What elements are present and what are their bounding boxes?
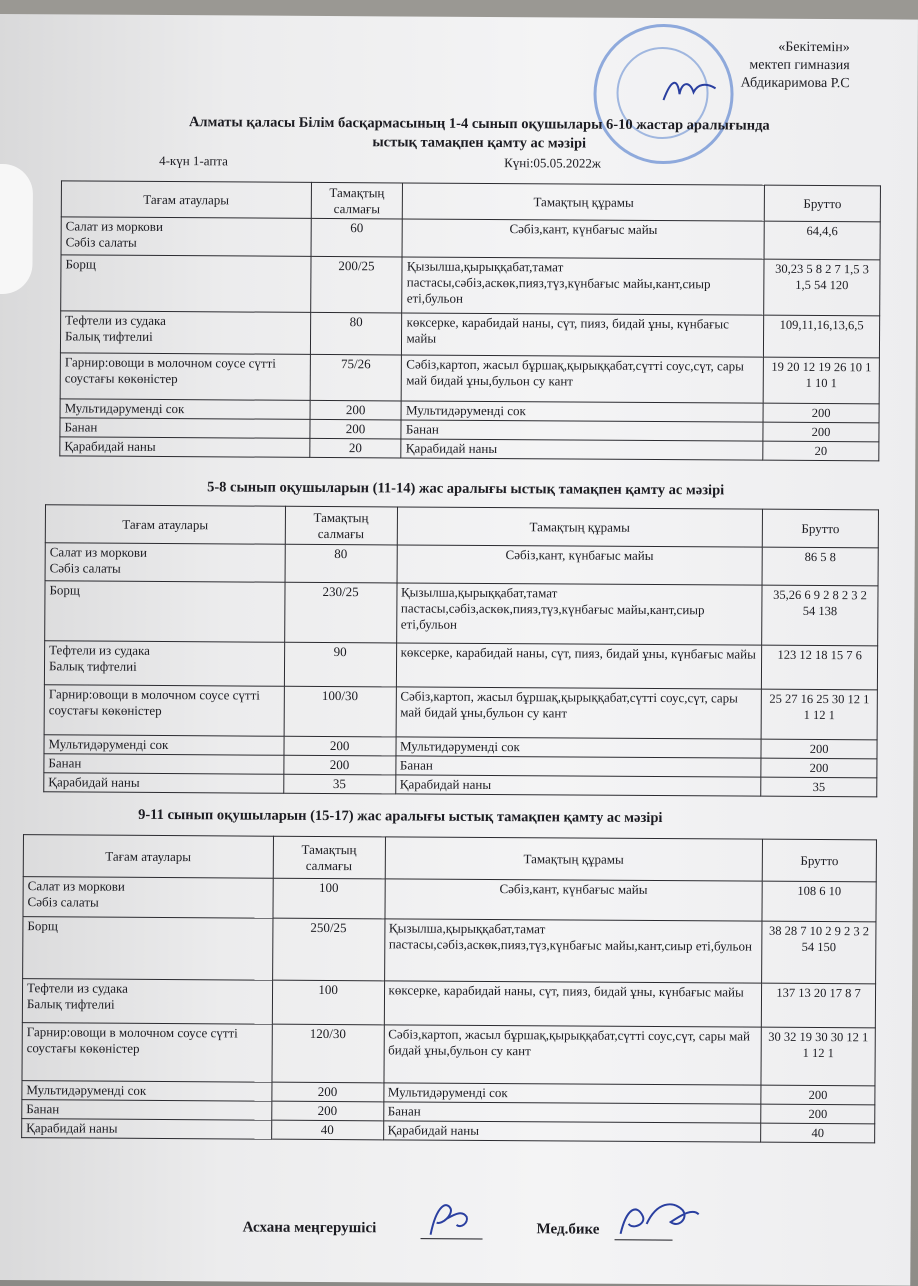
table-row [61, 217, 880, 260]
col-weight: Тамақтың салмағы [285, 506, 397, 545]
brutto-cell: 19 20 12 19 26 10 1 1 10 1 [763, 357, 879, 404]
dish-name-cell: Мультидәруменді сок [44, 735, 284, 755]
col-dish-name: Тағам атаулары [61, 181, 311, 219]
table-body [44, 543, 879, 797]
nurse-signature [612, 1194, 702, 1245]
composition-cell: көксерке, карабидай наны, сүт, пияз, бидай ұны, күнбағыс майы [402, 313, 764, 357]
brutto-cell: 25 27 16 25 30 12 1 1 12 1 [761, 689, 877, 740]
document-page [0, 14, 918, 1286]
table-row [61, 255, 880, 316]
table-row [22, 979, 875, 1028]
table-header [61, 181, 880, 222]
composition-cell: Мультидәруменді сок [396, 737, 762, 758]
table-row [45, 581, 878, 646]
weight-cell: 200/25 [310, 256, 402, 313]
composition-cell: Сәбіз,картоп, жасыл бұршақ,қырыққабат,сүтті соус,сүт, сары май бидай ұны,бульон су кант [383, 1025, 761, 1085]
weight-cell: 100 [272, 980, 384, 1025]
table-row [60, 311, 879, 358]
brutto-cell: 200 [761, 1085, 875, 1105]
dish-name-cell: Банан [44, 754, 284, 774]
composition-cell: Сәбіз,кант, күнбағыс майы [384, 879, 762, 921]
day-week-label: 4-күн 1-апта [159, 153, 228, 169]
col-weight: Тамақтың салмағы [311, 182, 403, 219]
dish-name-cell: Қарабидай наны [60, 437, 310, 458]
brutto-cell: 64,4,6 [764, 221, 880, 260]
weight-cell: 90 [284, 642, 396, 687]
composition-cell: Қызылша,қырыққабат,тамат пастасы,сәбіз,аскөк,пияз,түз,күнбағыс майы,кант,сиыр еті,бульон [384, 919, 762, 983]
brutto-cell: 20 [763, 441, 879, 461]
brutto-cell: 38 28 7 10 2 9 2 3 2 54 150 [762, 921, 876, 984]
brutto-cell: 137 13 20 17 8 7 [761, 983, 875, 1028]
brutto-cell: 30,23 5 8 2 7 1,5 3 1,5 54 120 [764, 259, 880, 316]
col-dish-name: Тағам атаулары [45, 505, 285, 544]
table-body [22, 877, 877, 1143]
brutto-cell: 200 [761, 1104, 875, 1124]
table-row [22, 1119, 875, 1143]
col-brutto: Брутто [762, 509, 878, 548]
weight-cell: 20 [309, 438, 401, 458]
table-row [45, 543, 878, 586]
kitchen-head-label: Асхана меңгерушісі [243, 1220, 377, 1238]
brutto-cell: 123 12 18 15 7 6 [762, 645, 878, 690]
menu-table-1 [59, 180, 881, 461]
approval-block [690, 38, 850, 93]
weight-cell: 230/25 [284, 582, 396, 643]
document-title [99, 113, 859, 156]
brutto-cell: 30 32 19 30 30 12 1 1 12 1 [761, 1027, 875, 1086]
table-body [60, 217, 880, 461]
table-row [44, 641, 877, 690]
col-brutto: Брутто [762, 839, 876, 882]
dish-name-cell: Гарнир:овощи в молочном соусе сүтті соустағы көкөністер [22, 1023, 272, 1083]
dish-name-cell: Гарнир:овощи в молочном соусе сүтті соустағы көкөністер [60, 353, 310, 401]
composition-cell: Қарабидай наны [383, 1121, 761, 1142]
weight-cell: 75/26 [310, 354, 402, 401]
weight-cell: 80 [310, 312, 402, 355]
dish-name-cell: Тефтели из судака Балық тифтелиі [22, 979, 272, 1025]
dish-name-cell: Гарнир:овощи в молочном соусе сүтті соустағы көкөністер [44, 685, 284, 736]
dish-name-cell: Тефтели из судака Балық тифтелиі [60, 311, 310, 355]
dish-name-cell: Қарабидай наны [22, 1119, 272, 1140]
table-row [23, 877, 876, 922]
composition-cell: Банан [395, 756, 761, 777]
table-row [22, 1023, 875, 1086]
col-composition: Тамақтың құрамы [397, 507, 763, 547]
col-brutto: Брутто [764, 185, 880, 222]
composition-cell: Банан [401, 420, 763, 441]
section-title-5-8: 5-8 сынып оқушыларын (11-14) жас аралығы ыстық тамақпен қамту ас мәзірі [207, 479, 724, 499]
approve-line-2: мектеп гимназия [690, 56, 850, 75]
approve-line-1: «Бекітемін» [690, 38, 850, 57]
table-row [23, 917, 876, 984]
composition-cell: Мультидәруменді сок [383, 1083, 761, 1104]
page-curl [0, 164, 33, 294]
composition-cell: Қызылша,қырыққабат,тамат пастасы,сәбіз,аскөк,пияз,түз,күнбағыс майы,кант,сиыр еті,бульон [402, 257, 764, 315]
weight-cell: 80 [285, 544, 397, 583]
composition-cell: Қызылша,қырыққабат,тамат пастасы,сәбіз,аскөк,пияз,түз,күнбағыс майы,кант,сиыр еті,бульон [396, 583, 762, 645]
dish-name-cell: Салат из моркови Сәбіз салаты [45, 543, 285, 582]
weight-cell: 120/30 [272, 1024, 384, 1083]
section-title-9-11: 9-11 сынып оқушыларын (15-17) жас аралығы ыстық тамақпен қамту ас мәзірі [138, 807, 662, 827]
col-composition: Тамақтың құрамы [403, 183, 765, 221]
weight-cell: 60 [311, 218, 403, 257]
composition-cell: Қарабидай наны [401, 439, 763, 460]
weight-cell: 200 [309, 419, 401, 439]
nurse-label: Мед.бике [537, 1221, 600, 1238]
approve-line-3: Абдикаримова Р.С [690, 74, 850, 93]
date-label: Күні:05.05.2022ж [504, 155, 601, 172]
weight-cell: 200 [271, 1101, 383, 1121]
dish-name-cell: Банан [22, 1100, 272, 1121]
weight-cell: 100/30 [284, 686, 396, 737]
table-header [45, 505, 878, 548]
dish-name-cell: Қарабидай наны [44, 773, 284, 793]
composition-cell: Қарабидай наны [395, 775, 761, 796]
weight-cell: 200 [272, 1082, 384, 1102]
brutto-cell: 35 [761, 777, 877, 797]
weight-cell: 40 [271, 1120, 383, 1140]
dish-name-cell: Борщ [45, 581, 285, 642]
weight-cell: 200 [284, 736, 396, 756]
composition-cell: көксерке, карабидай наны, сүт, пияз, бидай ұны, күнбағыс майы [384, 981, 762, 1027]
dish-name-cell: Мультидәруменді сок [22, 1081, 272, 1102]
dish-name-cell: Салат из моркови Сәбіз салаты [23, 877, 273, 919]
composition-cell: көксерке, карабидай наны, сүт, пияз, бидай ұны, күнбағыс майы [396, 643, 762, 689]
brutto-cell: 108 6 10 [762, 881, 876, 922]
table-row [60, 437, 879, 461]
composition-cell: Мультидәруменді сок [401, 401, 763, 422]
brutto-cell: 35,26 6 9 2 8 2 3 2 54 138 [762, 585, 878, 646]
menu-table-2 [43, 504, 879, 797]
weight-cell: 200 [310, 400, 402, 420]
dish-name-cell: Борщ [61, 255, 311, 313]
brutto-cell: 109,11,16,13,6,5 [763, 315, 879, 358]
brutto-cell: 200 [763, 422, 879, 442]
weight-cell: 250/25 [272, 918, 384, 981]
table-row [60, 353, 879, 404]
brutto-cell: 200 [761, 739, 877, 759]
table-header [23, 835, 876, 882]
title-line-1: Алматы қаласы Білім басқармасының 1-4 сынып оқушылары 6-10 жастар аралығында [99, 113, 859, 137]
dish-name-cell: Тефтели из судака Балық тифтелиі [44, 641, 284, 686]
brutto-cell: 200 [761, 758, 877, 778]
col-composition: Тамақтың құрамы [385, 837, 763, 881]
dish-name-cell: Мультидәруменді сок [60, 399, 310, 420]
dish-name-cell: Борщ [23, 917, 273, 981]
table-row [44, 685, 877, 740]
menu-table-3 [21, 834, 877, 1143]
dish-name-cell: Банан [60, 418, 310, 439]
table-row [44, 773, 877, 797]
brutto-cell: 200 [763, 403, 879, 423]
composition-cell: Сәбіз,картоп, жасыл бұршақ,қырыққабат,сүтті соус,сүт, сары май бидай ұны,бульон су кант [402, 355, 764, 403]
kitchen-head-signature [417, 1195, 487, 1243]
title-line-2: ыстық тамақпен қамту ас мәзірі [99, 132, 859, 156]
brutto-cell: 40 [761, 1123, 875, 1143]
weight-cell: 200 [284, 755, 396, 775]
brutto-cell: 86 5 8 [762, 547, 878, 586]
composition-cell: Сәбіз,кант, күнбағыс майы [397, 545, 763, 585]
weight-cell: 100 [273, 878, 385, 919]
weight-cell: 35 [283, 774, 395, 794]
composition-cell: Сәбіз,картоп, жасыл бұршақ,қырыққабат,сүтті соус,сүт, сары май бидай ұны,бульон су кант [396, 687, 762, 739]
col-dish-name: Тағам атаулары [23, 835, 273, 879]
col-weight: Тамақтың салмағы [273, 836, 385, 879]
composition-cell: Банан [383, 1102, 761, 1123]
composition-cell: Сәбіз,кант, күнбағыс майы [402, 219, 764, 259]
dish-name-cell: Салат из моркови Сәбіз салаты [61, 217, 311, 257]
